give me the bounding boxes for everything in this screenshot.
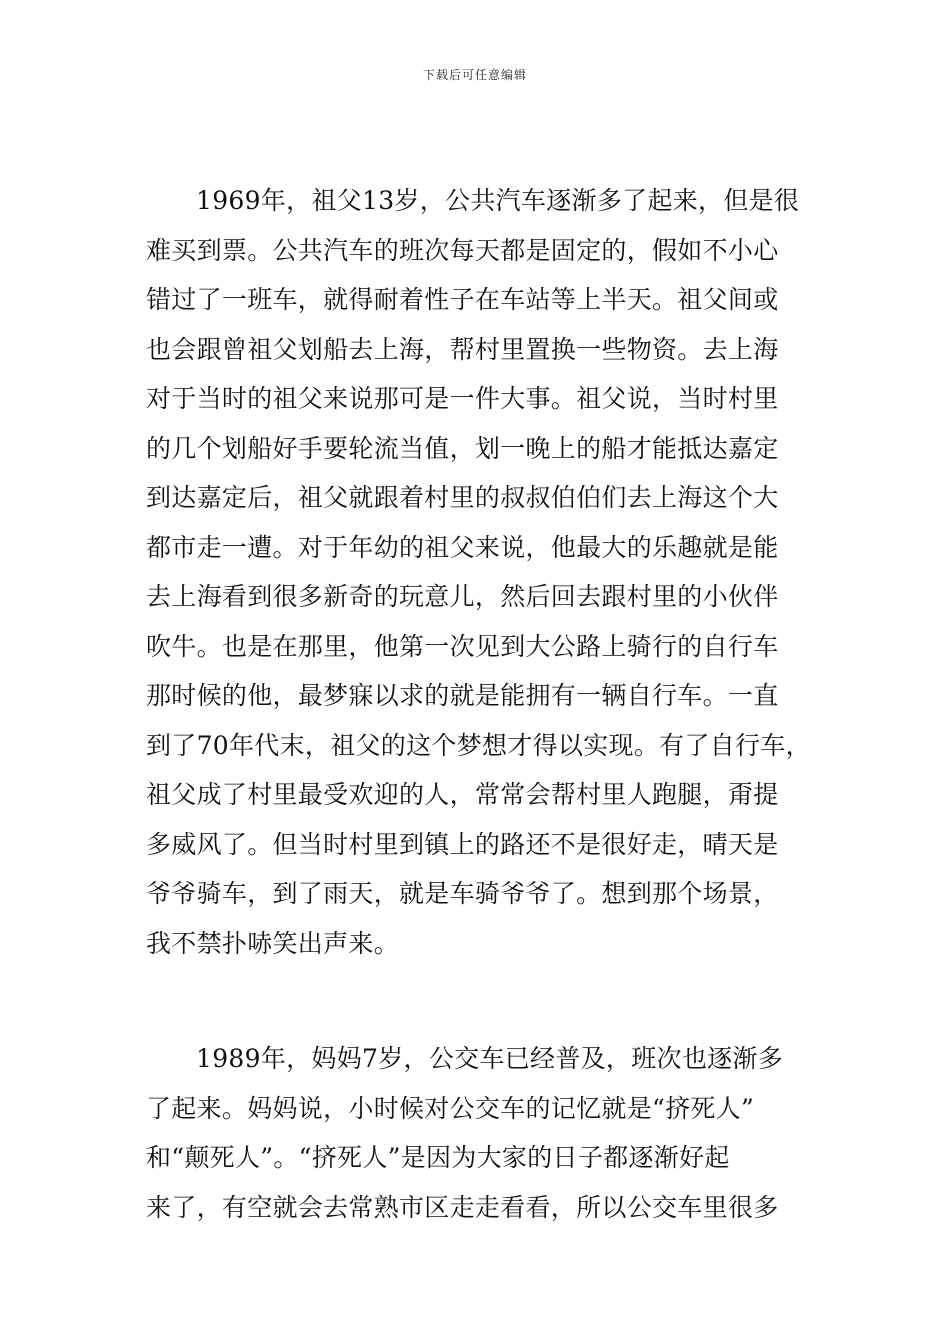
paragraph-1989 — [146, 1034, 826, 1232]
paragraph-1969 — [146, 176, 826, 968]
page-header-note: 下载后可任意编辑 — [422, 68, 527, 82]
text-line: 也会跟曾祖父划船去上海，帮村里置换一些物资。去上海 — [146, 334, 779, 364]
text-line: 我不禁扑哧笑出声来。 — [146, 928, 400, 958]
text-line: 到了70年代末，祖父的这个梦想才得以实现。有了自行车， — [146, 730, 811, 760]
text-line: 都市走一遭。对于年幼的祖父来说，他最大的乐趣就是能 — [146, 532, 779, 562]
article-body — [146, 176, 826, 1232]
text-line: 祖父成了村里最受欢迎的人，常常会帮村里人跑腿，甭提 — [146, 780, 779, 809]
text-line: 了起来。妈妈说，小时候对公交车的记忆就是“挤死人” — [146, 1093, 755, 1123]
text-line: 难买到票。公共汽车的班次每天都是固定的，假如不小心 — [146, 235, 779, 265]
text-line: 1969年，祖父13岁，公共汽车逐渐多了起来，但是很 — [196, 186, 800, 215]
text-line: 去上海看到很多新奇的玩意儿，然后回去跟村里的小伙伴 — [146, 582, 779, 611]
text-line: 到达嘉定后，祖父就跟着村里的叔叔伯伯们去上海这个大 — [146, 483, 779, 512]
text-line: 对于当时的祖父来说那可是一件大事。祖父说，当时村里 — [146, 384, 779, 413]
paragraph-spacer — [146, 968, 826, 1034]
text-line: 错过了一班车，就得耐着性子在车站等上半天。祖父间或 — [146, 285, 779, 314]
text-line: 来了，有空就会去常熟市区走走看看，所以公交车里很多 — [146, 1192, 779, 1222]
text-line: 吹牛。也是在那里，他第一次见到大公路上骑行的自行车 — [146, 631, 779, 661]
text-line: 的几个划船好手要轮流当值，划一晚上的船才能抵达嘉定 — [146, 433, 779, 463]
text-line: 那时候的他，最梦寐以求的就是能拥有一辆自行车。一直 — [146, 681, 779, 710]
text-line: 1989年，妈妈7岁，公交车已经普及，班次也逐渐多 — [196, 1044, 784, 1073]
text-line: 爷爷骑车，到了雨天，就是车骑爷爷了。想到那个场景， — [146, 879, 779, 908]
text-line: 和“颠死人”。“挤死人”是因为大家的日子都逐渐好起 — [146, 1143, 730, 1172]
text-line: 多威风了。但当时村里到镇上的路还不是很好走，晴天是 — [146, 829, 779, 859]
